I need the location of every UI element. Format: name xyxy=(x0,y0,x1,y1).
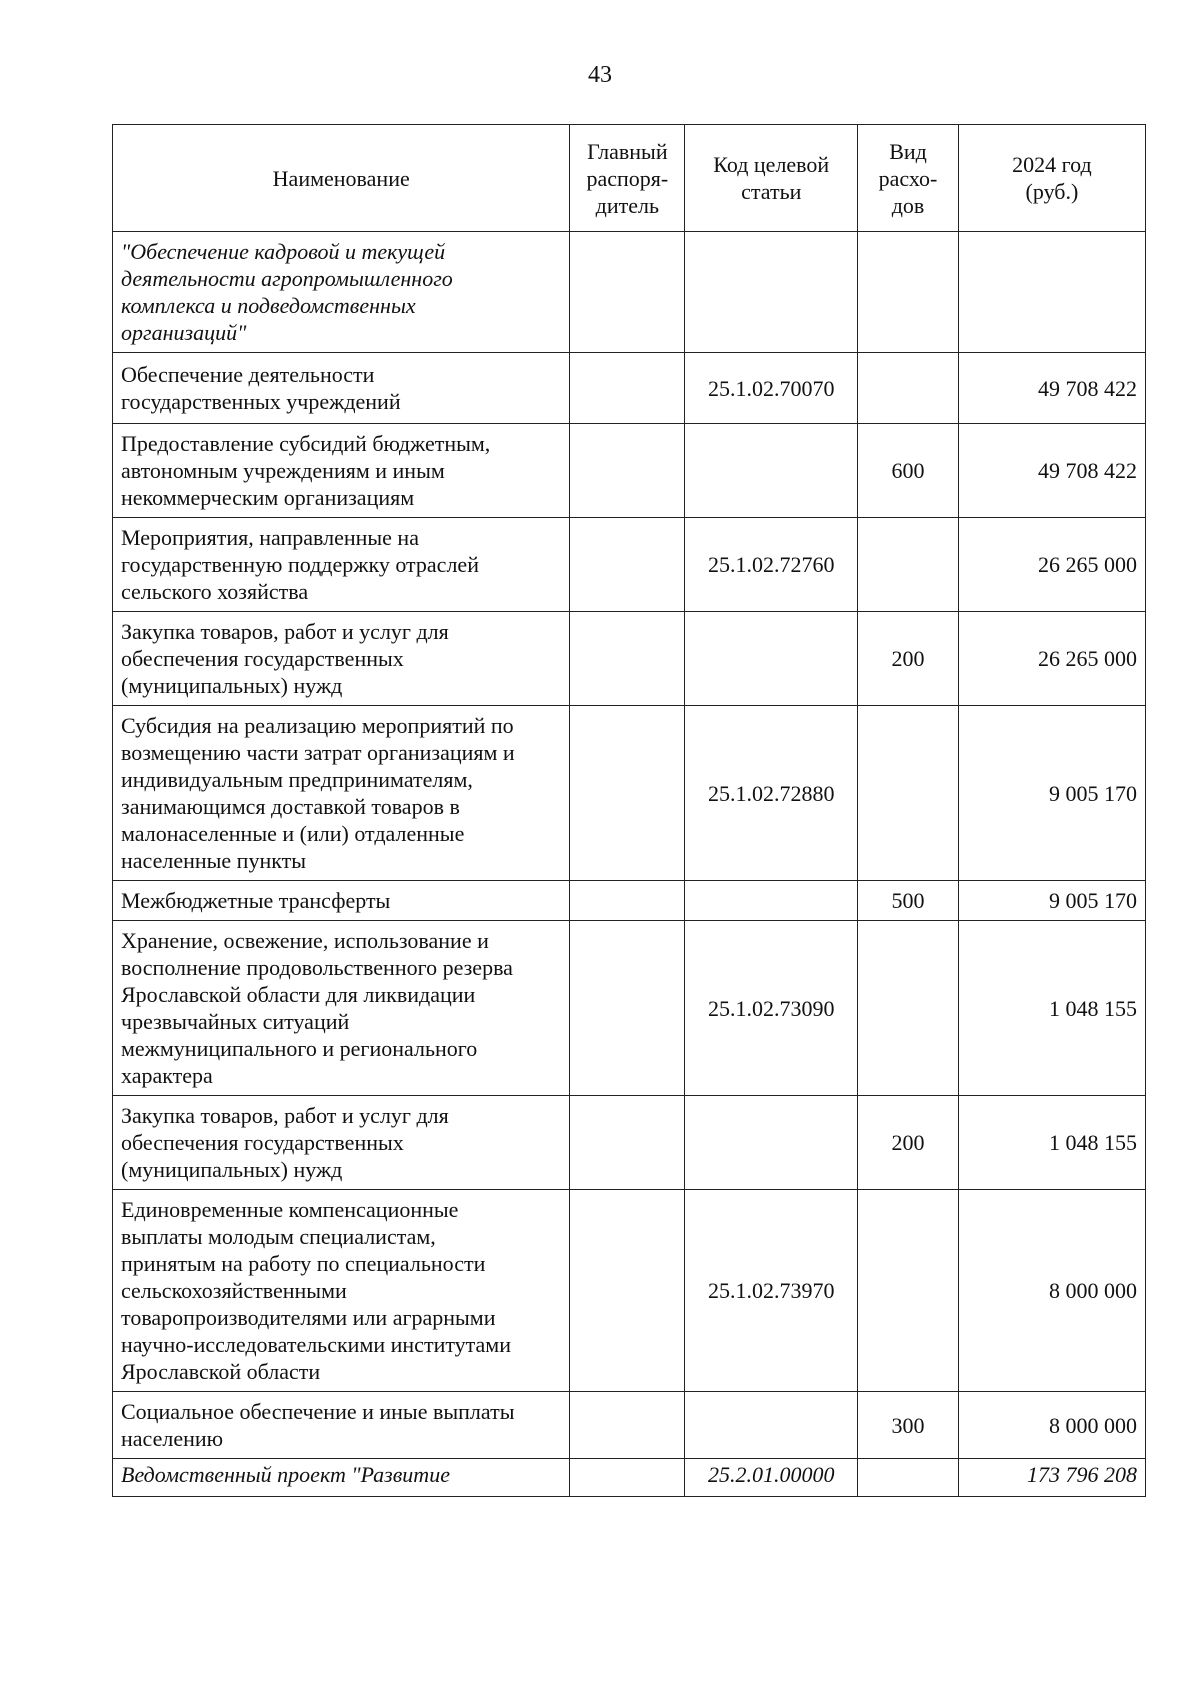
row-name-line: государственную поддержку отраслей xyxy=(121,552,479,577)
row-name-line: выплаты молодым специалистам, xyxy=(121,1224,436,1249)
row-manager xyxy=(570,1096,685,1190)
row-name-line: комплекса и подведомственных xyxy=(121,293,416,318)
row-name-line: обеспечения государственных xyxy=(121,1130,404,1155)
row-name-line: Единовременные компенсационные xyxy=(121,1197,459,1222)
row-name-line: государственных учреждений xyxy=(121,389,401,414)
row-manager xyxy=(570,881,685,921)
row-amount: 49 708 422 xyxy=(958,424,1145,518)
row-name-line: Субсидия на реализацию мероприятий по xyxy=(121,713,514,738)
row-amount: 9 005 170 xyxy=(958,706,1145,881)
row-name-line: Закупка товаров, работ и услуг для xyxy=(121,619,449,644)
row-amount: 8 000 000 xyxy=(958,1392,1145,1459)
row-kind: 300 xyxy=(858,1392,959,1459)
row-name-line: сельскохозяйственными xyxy=(121,1278,347,1303)
row-name xyxy=(113,353,570,424)
row-name-line: чрезвычайных ситуаций xyxy=(121,1009,350,1034)
row-code: 25.1.02.72880 xyxy=(685,706,858,881)
table-row xyxy=(113,353,1146,424)
row-name-line: Ярославской области для ликвидации xyxy=(121,982,476,1007)
row-amount: 173 796 208 xyxy=(958,1459,1145,1497)
table-row xyxy=(113,612,1146,706)
row-name-line: характера xyxy=(121,1063,213,1088)
row-name-line: (муниципальных) нужд xyxy=(121,673,343,698)
row-manager xyxy=(570,518,685,612)
row-name-line: Социальное обеспечение и иные выплаты xyxy=(121,1399,515,1424)
row-amount: 1 048 155 xyxy=(958,921,1145,1096)
table-row xyxy=(113,518,1146,612)
row-manager xyxy=(570,612,685,706)
row-manager xyxy=(570,232,685,353)
row-name-line: некоммерческим организациям xyxy=(121,485,415,510)
row-manager xyxy=(570,1459,685,1497)
row-manager xyxy=(570,706,685,881)
row-code xyxy=(685,1392,858,1459)
row-amount: 49 708 422 xyxy=(958,353,1145,424)
row-name-line: обеспечения государственных xyxy=(121,646,404,671)
row-name-line: организаций" xyxy=(121,320,247,345)
header-manager: Главный распоря- дитель xyxy=(570,125,685,232)
row-amount: 8 000 000 xyxy=(958,1190,1145,1392)
row-code xyxy=(685,881,858,921)
row-name-line: сельского хозяйства xyxy=(121,579,309,604)
row-name-line: населенные пункты xyxy=(121,848,307,873)
header-name: Наименование xyxy=(113,125,570,232)
row-amount xyxy=(958,232,1145,353)
header-amount: 2024 год (руб.) xyxy=(958,125,1145,232)
row-amount: 26 265 000 xyxy=(958,612,1145,706)
row-kind: 600 xyxy=(858,424,959,518)
row-name-line: населению xyxy=(121,1426,224,1451)
row-name-line: малонаселенные и (или) отдаленные xyxy=(121,821,465,846)
row-code xyxy=(685,424,858,518)
row-name-line: Закупка товаров, работ и услуг для xyxy=(121,1103,449,1128)
row-amount: 1 048 155 xyxy=(958,1096,1145,1190)
row-amount: 9 005 170 xyxy=(958,881,1145,921)
row-manager xyxy=(570,1190,685,1392)
row-name-line: занимающимся доставкой товаров в xyxy=(121,794,460,819)
table-row xyxy=(113,1392,1146,1459)
table-row xyxy=(113,232,1146,353)
row-name-line: индивидуальным предпринимателям, xyxy=(121,767,473,792)
row-code: 25.2.01.00000 xyxy=(685,1459,858,1497)
row-kind xyxy=(858,518,959,612)
row-manager xyxy=(570,353,685,424)
header-kind: Вид расхо- дов xyxy=(858,125,959,232)
header-code: Код целевой статьи xyxy=(685,125,858,232)
budget-table xyxy=(112,124,1146,1497)
row-name-line: принятым на работу по специальности xyxy=(121,1251,486,1276)
row-kind: 200 xyxy=(858,612,959,706)
row-name-line: возмещению части затрат организациям и xyxy=(121,740,515,765)
table-body xyxy=(113,232,1146,1497)
row-manager xyxy=(570,1392,685,1459)
row-kind xyxy=(858,1459,959,1497)
table-row xyxy=(113,1190,1146,1392)
row-name-line: научно-исследовательскими институтами xyxy=(121,1332,512,1357)
row-kind xyxy=(858,232,959,353)
row-name xyxy=(113,1459,570,1497)
row-name xyxy=(113,881,570,921)
row-code: 25.1.02.72760 xyxy=(685,518,858,612)
row-name xyxy=(113,1392,570,1459)
row-name-line: Мероприятия, направленные на xyxy=(121,525,419,550)
row-name-line: "Обеспечение кадровой и текущей xyxy=(121,239,446,264)
table-row xyxy=(113,706,1146,881)
row-code xyxy=(685,1096,858,1190)
table-row xyxy=(113,921,1146,1096)
row-manager xyxy=(570,424,685,518)
row-name-line: Ярославской области xyxy=(121,1359,321,1384)
table-row xyxy=(113,1096,1146,1190)
row-code xyxy=(685,232,858,353)
row-kind: 500 xyxy=(858,881,959,921)
table-row xyxy=(113,1459,1146,1497)
table-row xyxy=(113,424,1146,518)
row-name-line: Обеспечение деятельности xyxy=(121,362,375,387)
row-name xyxy=(113,232,570,353)
row-code xyxy=(685,612,858,706)
row-amount: 26 265 000 xyxy=(958,518,1145,612)
row-name-line: восполнение продовольственного резерва xyxy=(121,955,513,980)
row-code: 25.1.02.73090 xyxy=(685,921,858,1096)
table-row xyxy=(113,881,1146,921)
row-name-line: Предоставление субсидий бюджетным, xyxy=(121,431,491,456)
row-kind: 200 xyxy=(858,1096,959,1190)
row-name-line: автономным учреждениям и иным xyxy=(121,458,445,483)
row-name xyxy=(113,518,570,612)
row-name-line: деятельности агропромышленного xyxy=(121,266,453,291)
row-name xyxy=(113,706,570,881)
row-kind xyxy=(858,921,959,1096)
page-number: 43 xyxy=(588,62,612,88)
row-code: 25.1.02.73970 xyxy=(685,1190,858,1392)
row-name xyxy=(113,921,570,1096)
table-header-row xyxy=(113,125,1146,232)
row-name xyxy=(113,612,570,706)
row-name-line: Межбюджетные трансферты xyxy=(121,888,391,913)
row-code: 25.1.02.70070 xyxy=(685,353,858,424)
row-kind xyxy=(858,1190,959,1392)
row-manager xyxy=(570,921,685,1096)
row-name-line: Хранение, освежение, использование и xyxy=(121,928,489,953)
row-kind xyxy=(858,706,959,881)
row-kind xyxy=(858,353,959,424)
row-name-line: (муниципальных) нужд xyxy=(121,1157,343,1182)
row-name xyxy=(113,1190,570,1392)
row-name-line: межмуниципального и регионального xyxy=(121,1036,478,1061)
row-name-line: товаропроизводителями или аграрными xyxy=(121,1305,496,1330)
row-name xyxy=(113,1096,570,1190)
row-name-line: Ведомственный проект "Развитие xyxy=(121,1462,450,1487)
row-name xyxy=(113,424,570,518)
